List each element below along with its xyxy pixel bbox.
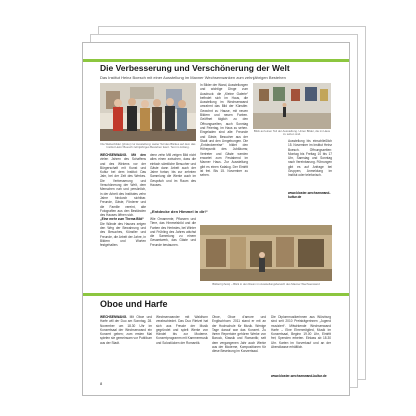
museum-interior-caption: Bildteil (photo) – Blick in den Raum im Ausstellungsbereich des Maxner Wechsenwand: [212, 283, 320, 286]
article-body-col1: vielen Jahren des Schaffens und des Wirkens vor der Bürgerschaft mit Kunst und Kultur bei dem Institut: Das Jahr, bei der Zeit des Werkes. Die Verbesserung und Verschönerung der Welt, dem Menschen nah und persönlich, in der Arbeit des Institutes zehn Jahre hindurch sichtbar. Freunde, Gäste, Förderer und die Familie vereint, alte Fotografien aus den Beständen des Hauses öffnen sich.: [100, 157, 146, 218]
article-column-4: [288, 139, 332, 189]
accent-bar-top: [83, 59, 349, 62]
article-body-col2-b: Wie Ornamente, Pflanzen und Tiere, das Himmelsbild und die Farben des Herbstes, bei Winter und Frühling des Jahres wächst die Sammlung zu einem Gesamtwerk, das Gäste und Freunde bestaunen.: [150, 217, 196, 247]
museum-interior-photo: [200, 225, 332, 281]
article-body-col1-b: Die Wände des Hauses zeigen den Weg der Bewahrung und des Besuches, Künstler und Freunde, die Arbeit der Jahre, in Bildern und Worten festgehalten.: [100, 221, 146, 248]
newsletter-page: [82, 42, 350, 396]
article2-column-2: [156, 315, 208, 379]
article-column-2b: [150, 217, 196, 277]
article2-website-link[interactable]: www.kloster-wechsenwand-kultur.de: [271, 374, 327, 378]
article2-column-3: [212, 315, 266, 379]
article2-title: Oboe und Harfe: [100, 299, 168, 309]
group-photo-caption: Die Weltenbilder (photo) zur Ausstellung: weiter Teil des Blickes auf dem das Institut Heinz Boesch zehnjähriges Bestehen feiert. Text im Anfang.: [100, 143, 196, 150]
article-subtitle: Das Institut Heinz Boesch mit einer Ausstellung im Maxner Wechsenwanken zum zehnjährigen Bestehen: [100, 75, 286, 80]
page-number: 8: [100, 381, 103, 386]
article2-column-4: [271, 315, 331, 375]
exhibition-room-photo: [253, 83, 331, 129]
exhibition-room-illustration: [253, 83, 331, 129]
article2-body-col1: Mit Oboe und Harfe will der Duo am Sonntag, 28. November um 18.30 Uhr im Konzertsaal der Wechsenwand ein Konzert geben; zum ersten Mal spielen sie gemeinsam vor Publikum aus der Stadt.: [100, 315, 152, 345]
group-photo: [100, 83, 196, 141]
article-body-col3-b: Eingeladen sind alle: Freunde und Gäste, Besucher aus der Stadt und den Umgebungen. Die „Entdeckerreise“ bildet den Höhepunkt des Jubiläums; Vertreter und Gäste werden erwartet zum Festabend im Maxner Haus. Zur Ausstellung gibt es einen Katalog. Der Eintritt ist frei. Bis 15. November zu sehen.: [200, 130, 248, 178]
museum-interior-illustration: [200, 225, 332, 281]
article-body-col4: Ausstellung bis einschließlich 15. November im Institut Heinz Boesch. Öffnungszeiten: Montag bis Freitag 10 bis 17 Uhr, Samstag und Sonntag nach Vereinbarung. Führungen gibt es auf Anfrage bei Gruppen, Anmeldung im Institut oder telefonisch.: [288, 139, 332, 178]
article2-dateline: WECHSENWANG.: [100, 315, 128, 319]
article-title: Die Verbesserung und Verschönerung der Welt: [100, 63, 290, 73]
article-column-1: [100, 153, 146, 311]
article2-body-col4: Die Diplommusikerinnen aus Würzburg sind seit 2010 Preisträgerinnen „Jugend musiziert“. Mitwirkende Wechsenwand Harfe – Eine Ehrenmitglied, Musik im Konzertsaal, Beginn 19.00 Uhr, Eintritt frei; Spenden erbeten. Einlass ab 18.30 Uhr. Karten im Vorverkauf und an der Abendkasse erhältlich.: [271, 315, 331, 350]
article2-body-col2: Wechsenwander mit Waldhorn verabschiedet. Das Duo Rietzel hat sich aus Freude der Musik gegründet und spielt Werke von Händel bis zur Moderne. Konzertprogramm mit Kammermusik und Solostücken der Romantik.: [156, 315, 208, 345]
article-quote-2: „Entdecke den Himmel in dir!“: [150, 209, 208, 214]
article-body-col2: denn zehn Mill zeigen Bild nicht alles einen zwischen, dass die einfach sämtliche Besucher und Gäste dann Arbeit auch der Jahre fortan; bis zur zehnten Sammlung die Werke auch im Gespräch und im Raum des Hauses.: [150, 153, 196, 188]
article-body-col3: In Bilder der Wand, Ausstellungen und wichtige Dinge zum Ausdruck: die „Kleine Galerie“ befindet sich im Haus, die Ausstellung im Wechsenwand umrahmt das Bild der Künstler. Gewohnt zu Hause, mit neuen Bildern und neuen Farben. Geöffnet täglich zu den Öffnungszeiten, auch Sonntag und Feiertag, im Haus zu sehen.: [200, 83, 248, 130]
article-website-link[interactable]: www.kloster-wechsenwand-kultur.de: [288, 191, 331, 200]
group-photo-illustration: [100, 83, 196, 141]
exhibition-room-caption: Blick auf einen Teil der Ausstellung. Unten Bilder, die im Haus zu sehen sind.: [253, 130, 331, 137]
article-column-3: [200, 83, 248, 223]
article2-body-col3: Oboe, Oboe d’amore und Englischhorn: 2011 stand er mit an der Hochschule für Musik. Wenige Tage darauf war das Konzert. Zu ihrem Repertoire gehören Werke von Barock, Klassik und Romantik; seit dem vergangenen Jahr auch Werke aus der Moderne, Kompositionen für diese Besetzung im Konzertsaal.: [212, 315, 266, 354]
article2-column-1: [100, 315, 152, 379]
article-quote-1: „Eine mehr zum Thema Bild“: [100, 217, 144, 222]
accent-bar-bottom: [83, 293, 349, 296]
article-dateline: WECHSENWANG. Mit den: [100, 153, 146, 157]
